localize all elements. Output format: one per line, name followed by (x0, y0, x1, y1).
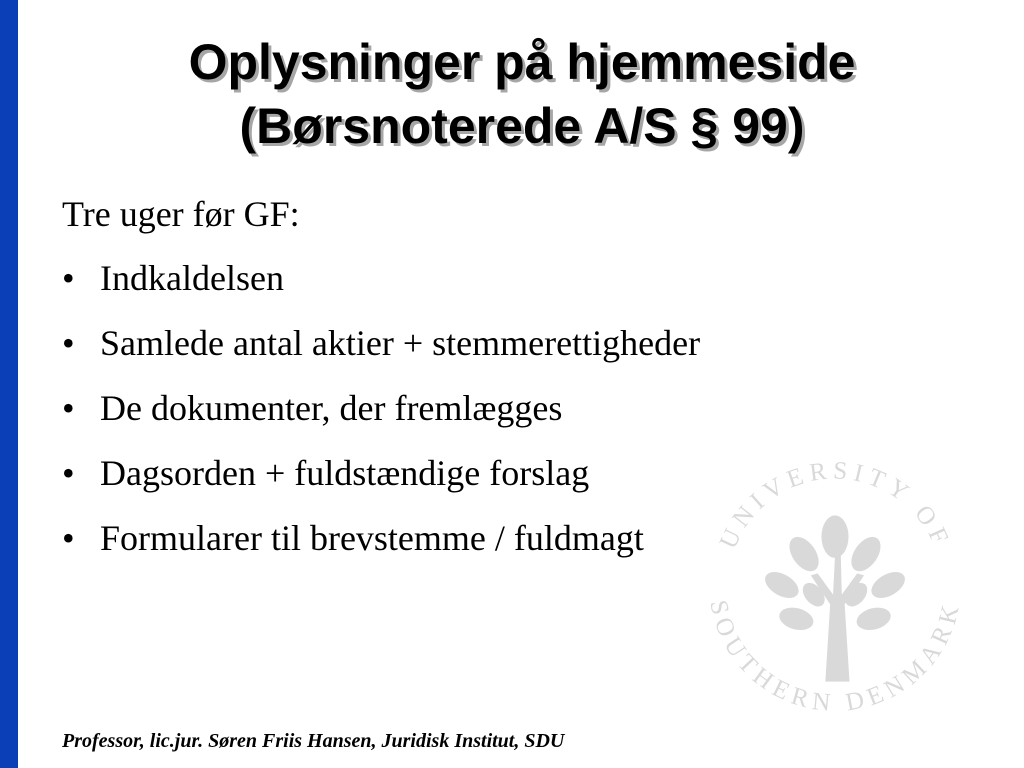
footer-credit: Professor, lic.jur. Søren Friis Hansen, Juridisk Institut, SDU (62, 730, 565, 752)
bullet-dot-icon: • (62, 453, 75, 493)
watermark-text-top: UNIVERSITY OF (714, 457, 956, 553)
bullet-item (62, 256, 700, 321)
bullet-text: Dagsorden + fuldstændige forslag (100, 453, 590, 493)
side-accent-bar (0, 0, 18, 768)
bullet-text: Indkaldelsen (100, 258, 284, 298)
bullet-text: Formularer til brevstemme / fuldmagt (100, 518, 644, 558)
intro-text: Tre uger før GF: (62, 194, 300, 234)
bullet-item (62, 516, 700, 581)
bullet-item (62, 451, 700, 516)
university-tree-logo-icon (690, 440, 980, 730)
bullet-list (62, 256, 700, 581)
slide-title-line-1: Oplysninger på hjemmeside (188, 34, 856, 90)
watermark-text-bottom: SOUTHERN DENMARK (704, 597, 966, 718)
bullet-dot-icon: • (62, 323, 75, 363)
bullet-item (62, 386, 700, 451)
slide-title-line-2: (Børsnoterede A/S § 99) (239, 98, 805, 154)
slide-title (20, 30, 1024, 158)
bullet-text: Samlede antal aktier + stemmerettigheder (100, 323, 701, 363)
bullet-dot-icon: • (62, 388, 75, 428)
bullet-item (62, 321, 700, 386)
bullet-dot-icon: • (62, 258, 75, 298)
bullet-dot-icon: • (62, 518, 75, 558)
bullet-text: De dokumenter, der fremlægges (100, 388, 563, 428)
